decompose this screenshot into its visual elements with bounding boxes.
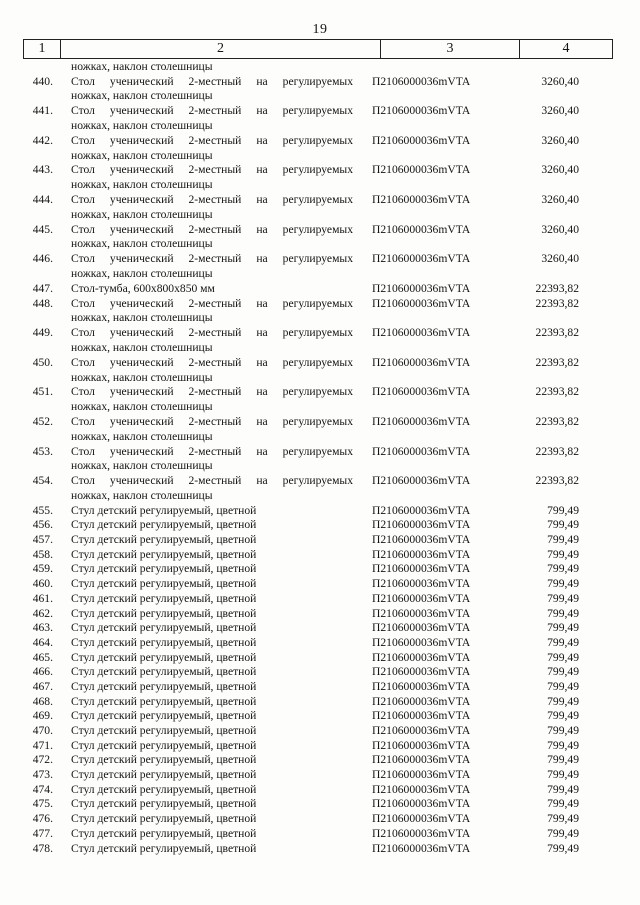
item-name-line-2: ножках, наклон столешницы [71,207,213,221]
item-name [71,768,353,783]
item-name-line-1: Стул детский регулируемый, цветной [71,724,257,737]
item-name [71,562,353,577]
item-name [71,577,353,592]
table-row [0,695,640,710]
table-row [0,548,640,563]
item-code: П2106000036mVTA [372,444,471,458]
table-row [0,282,640,297]
item-name [71,297,353,327]
item-code: П2106000036mVTA [372,133,471,147]
page-number: 19 [312,22,328,37]
item-code: П2106000036mVTA [372,753,471,767]
table-row [0,223,640,253]
item-name-line-1: Стол ученический 2-местный на регулируемых [71,414,353,428]
item-name-continuation: ножках, наклон столешницы [71,60,213,73]
item-name-line-2: ножках, наклон столешницы [71,459,213,473]
item-name-line-1: Стол-тумба, 600x800x850 мм [71,281,215,295]
item-name [71,252,353,282]
row-number: 467. [32,679,53,693]
item-name-line-1: Стул детский регулируемый, цветной [71,591,257,605]
table-row [0,783,640,798]
item-price: 22393,82 [535,444,579,458]
item-name-line-2: ножках, наклон столешницы [71,429,213,443]
table-row [0,592,640,607]
item-code: П2106000036mVTA [372,355,471,369]
item-price: 799,49 [547,797,579,811]
item-name-line-2: ножках, наклон столешницы [71,400,213,414]
item-price: 799,49 [547,709,579,723]
item-price: 22393,82 [535,385,579,399]
item-name-line-1: Стул детский регулируемый, цветной [71,606,257,620]
continuation-row [0,60,640,75]
table-row [0,827,640,842]
item-name-line-1: Стол ученический 2-местный на регулируемых [71,252,353,266]
table-row [0,739,640,754]
item-name [71,724,353,739]
item-code: П2106000036mVTA [372,326,471,340]
item-code: П2106000036mVTA [372,385,471,399]
item-price: 799,49 [547,841,579,855]
row-number: 442. [32,133,53,147]
table-row [0,768,640,783]
item-name-line-1: Стул детский регулируемый, цветной [71,635,257,649]
item-price: 799,49 [547,812,579,826]
item-name-line-1: Стул детский регулируемый, цветной [71,753,257,767]
row-number: 452. [32,414,53,428]
item-name [71,665,353,680]
item-name [71,695,353,710]
item-code: П2106000036mVTA [372,163,471,177]
row-number: 460. [32,577,53,591]
table-row [0,562,640,577]
row-number: 462. [32,606,53,620]
row-number: 451. [32,385,53,399]
table-row [0,577,640,592]
table-row [0,474,640,504]
item-name-line-2: ножках, наклон столешницы [71,370,213,384]
item-name [71,504,353,519]
item-code: П2106000036mVTA [372,621,471,635]
table-row [0,385,640,415]
item-price: 799,49 [547,635,579,649]
row-number: 476. [32,812,53,826]
item-code: П2106000036mVTA [372,841,471,855]
row-number: 475. [32,797,53,811]
item-name-line-1: Стул детский регулируемый, цветной [71,709,257,723]
table-row [0,356,640,386]
item-price: 22393,82 [535,281,579,295]
item-name [71,621,353,636]
table-row [0,797,640,812]
table-row [0,104,640,134]
row-number: 443. [32,163,53,177]
item-name-line-1: Стол ученический 2-местный на регулируемых [71,296,353,310]
item-name-line-1: Стул детский регулируемый, цветной [71,812,257,826]
item-code: П2106000036mVTA [372,533,471,547]
item-price: 799,49 [547,694,579,708]
item-price: 799,49 [547,650,579,664]
item-price: 3260,40 [541,193,579,207]
row-number: 454. [32,474,53,488]
table-row [0,607,640,622]
item-code: П2106000036mVTA [372,577,471,591]
item-code: П2106000036mVTA [372,104,471,118]
table-body [0,60,640,856]
item-name [71,104,353,134]
table-row [0,134,640,164]
item-name-line-1: Стул детский регулируемый, цветной [71,782,257,796]
table-row [0,193,640,223]
column-header-1: 1 [24,40,61,58]
row-number: 444. [32,193,53,207]
item-name-line-1: Стул детский регулируемый, цветной [71,826,257,840]
item-price: 799,49 [547,577,579,591]
table-row [0,753,640,768]
item-code: П2106000036mVTA [372,709,471,723]
item-name [71,518,353,533]
item-name [71,827,353,842]
item-name [71,607,353,622]
row-number: 471. [32,738,53,752]
item-code: П2106000036mVTA [372,797,471,811]
item-code: П2106000036mVTA [372,296,471,310]
item-name-line-2: ножках, наклон столешницы [71,488,213,502]
table-row [0,518,640,533]
item-code: П2106000036mVTA [372,222,471,236]
row-number: 447. [32,281,53,295]
item-name-line-1: Стол ученический 2-местный на регулируемых [71,163,353,177]
item-price: 22393,82 [535,474,579,488]
row-number: 455. [32,503,53,517]
table-row [0,636,640,651]
item-price: 799,49 [547,724,579,737]
item-name-line-2: ножках, наклон столешницы [71,148,213,162]
item-name [71,812,353,827]
column-header-2: 2 [61,40,381,58]
item-name [71,651,353,666]
row-number: 463. [32,621,53,635]
row-number: 478. [32,841,53,855]
row-number: 458. [32,547,53,561]
row-number: 473. [32,768,53,782]
item-name [71,193,353,223]
item-code: П2106000036mVTA [372,606,471,620]
item-name-line-2: ножках, наклон столешницы [71,119,213,133]
item-name [71,356,353,386]
item-price: 3260,40 [541,104,579,118]
item-code: П2106000036mVTA [372,724,471,737]
item-code: П2106000036mVTA [372,768,471,782]
item-name [71,75,353,105]
item-price: 3260,40 [541,133,579,147]
item-price: 22393,82 [535,326,579,340]
item-name [71,326,353,356]
item-price: 22393,82 [535,414,579,428]
item-name-line-2: ножках, наклон столешницы [71,89,213,103]
table-row [0,651,640,666]
item-name-line-2: ножках, наклон столешницы [71,340,213,354]
table-row [0,533,640,548]
row-number: 464. [32,635,53,649]
table-row [0,415,640,445]
item-name [71,842,353,857]
item-code: П2106000036mVTA [372,812,471,826]
item-name [71,223,353,253]
item-price: 799,49 [547,518,579,532]
item-name [71,783,353,798]
item-code: П2106000036mVTA [372,679,471,693]
item-name [71,163,353,193]
item-name-line-1: Стол ученический 2-местный на регулируемых [71,193,353,207]
item-name-line-2: ножках, наклон столешницы [71,267,213,281]
item-code: П2106000036mVTA [372,193,471,207]
table-row [0,665,640,680]
table-row [0,504,640,519]
row-number: 459. [32,562,53,576]
item-name [71,415,353,445]
item-name-line-1: Стул детский регулируемый, цветной [71,694,257,708]
item-code: П2106000036mVTA [372,74,471,88]
row-number: 474. [32,782,53,796]
row-number: 453. [32,444,53,458]
item-price: 799,49 [547,679,579,693]
item-name-line-1: Стол ученический 2-местный на регулируемых [71,355,353,369]
item-name-line-1: Стул детский регулируемый, цветной [71,797,257,811]
item-name-line-1: Стол ученический 2-местный на регулируемых [71,74,353,88]
table-row [0,842,640,857]
item-name-line-1: Стол ученический 2-местный на регулируемых [71,104,353,118]
item-price: 799,49 [547,768,579,782]
table-row [0,680,640,695]
table-header [23,39,613,59]
row-number: 477. [32,826,53,840]
row-number: 440. [32,74,53,88]
row-number: 449. [32,326,53,340]
table-row [0,163,640,193]
item-name-line-2: ножках, наклон столешницы [71,178,213,192]
table-row [0,709,640,724]
table-row [0,326,640,356]
item-name-line-2: ножках, наклон столешницы [71,237,213,251]
item-code: П2106000036mVTA [372,518,471,532]
row-number: 461. [32,591,53,605]
item-name-line-1: Стол ученический 2-местный на регулируемых [71,326,353,340]
row-number: 448. [32,296,53,310]
row-number: 457. [32,533,53,547]
row-number: 445. [32,222,53,236]
table-row [0,724,640,739]
item-name-line-1: Стул детский регулируемый, цветной [71,503,257,517]
item-name [71,548,353,563]
item-price: 799,49 [547,562,579,576]
item-name [71,797,353,812]
item-price: 3260,40 [541,252,579,266]
item-name-line-1: Стул детский регулируемый, цветной [71,679,257,693]
item-name-line-1: Стул детский регулируемый, цветной [71,562,257,576]
item-price: 799,49 [547,665,579,679]
item-price: 799,49 [547,606,579,620]
row-number: 468. [32,694,53,708]
item-name-line-1: Стул детский регулируемый, цветной [71,768,257,782]
row-number: 456. [32,518,53,532]
item-price: 799,49 [547,503,579,517]
table-row [0,297,640,327]
item-name-line-1: Стул детский регулируемый, цветной [71,738,257,752]
row-number: 472. [32,753,53,767]
item-name-line-1: Стул детский регулируемый, цветной [71,577,257,591]
item-price: 799,49 [547,782,579,796]
row-number: 450. [32,355,53,369]
item-name-line-1: Стул детский регулируемый, цветной [71,841,257,855]
item-name [71,282,353,297]
item-name [71,753,353,768]
item-name [71,474,353,504]
row-number: 465. [32,650,53,664]
item-price: 799,49 [547,753,579,767]
item-name-line-2: ножках, наклон столешницы [71,311,213,325]
item-price: 799,49 [547,621,579,635]
row-number: 466. [32,665,53,679]
item-price: 799,49 [547,547,579,561]
item-code: П2106000036mVTA [372,665,471,679]
item-name-line-1: Стул детский регулируемый, цветной [71,621,257,635]
item-price: 3260,40 [541,74,579,88]
item-name [71,592,353,607]
table-row [0,75,640,105]
item-name-line-1: Стул детский регулируемый, цветной [71,533,257,547]
item-name [71,739,353,754]
item-name [71,680,353,695]
table-row [0,621,640,636]
item-name-line-1: Стул детский регулируемый, цветной [71,650,257,664]
row-number: 441. [32,104,53,118]
table-row [0,252,640,282]
item-price: 3260,40 [541,222,579,236]
item-code: П2106000036mVTA [372,694,471,708]
item-price: 799,49 [547,738,579,752]
item-code: П2106000036mVTA [372,562,471,576]
item-code: П2106000036mVTA [372,591,471,605]
item-code: П2106000036mVTA [372,650,471,664]
row-number: 470. [32,724,53,737]
item-price: 799,49 [547,591,579,605]
item-code: П2106000036mVTA [372,547,471,561]
item-code: П2106000036mVTA [372,782,471,796]
table-row [0,445,640,475]
item-code: П2106000036mVTA [372,738,471,752]
item-name-line-1: Стол ученический 2-местный на регулируемых [71,385,353,399]
item-price: 22393,82 [535,296,579,310]
item-code: П2106000036mVTA [372,414,471,428]
item-price: 22393,82 [535,355,579,369]
item-name-line-1: Стол ученический 2-местный на регулируемых [71,222,353,236]
item-name-line-1: Стул детский регулируемый, цветной [71,547,257,561]
item-code: П2106000036mVTA [372,503,471,517]
row-number: 469. [32,709,53,723]
row-number: 446. [32,252,53,266]
item-name-line-1: Стол ученический 2-местный на регулируемых [71,444,353,458]
item-name [71,385,353,415]
item-name [71,636,353,651]
item-code: П2106000036mVTA [372,474,471,488]
item-price: 799,49 [547,533,579,547]
item-name [71,709,353,724]
column-header-4: 4 [562,41,570,56]
item-code: П2106000036mVTA [372,635,471,649]
item-name-line-1: Стол ученический 2-местный на регулируемых [71,474,353,488]
item-name-line-1: Стол ученический 2-местный на регулируемых [71,133,353,147]
item-name [71,445,353,475]
item-name [71,533,353,548]
item-price: 799,49 [547,826,579,840]
column-header-3: 3 [381,40,520,58]
table-row [0,812,640,827]
item-name [71,134,353,164]
item-code: П2106000036mVTA [372,826,471,840]
item-code: П2106000036mVTA [372,252,471,266]
item-name-line-1: Стул детский регулируемый, цветной [71,518,257,532]
item-code: П2106000036mVTA [372,281,471,295]
item-name-line-1: Стул детский регулируемый, цветной [71,665,257,679]
item-price: 3260,40 [541,163,579,177]
